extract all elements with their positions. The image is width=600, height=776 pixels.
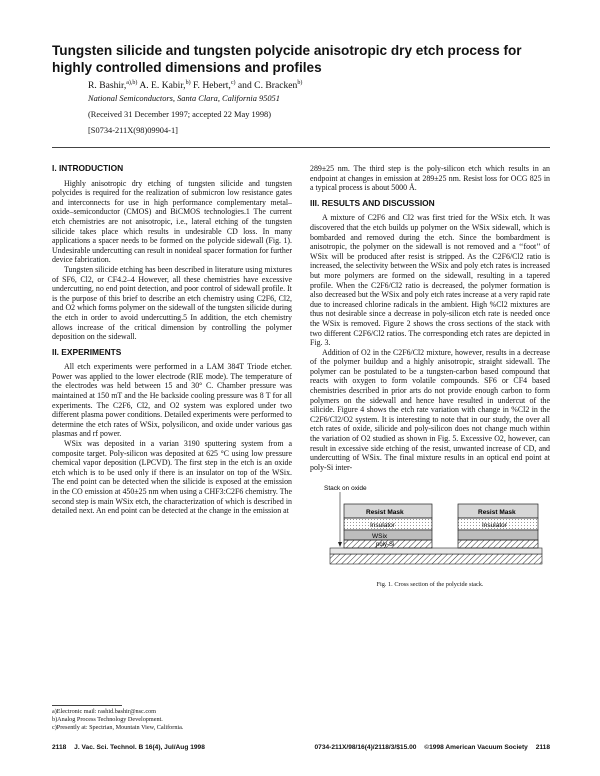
- author: A. E. Kabir,: [139, 80, 186, 92]
- figure-caption: Fig. 1. Cross section of the polycide stack.: [376, 581, 484, 589]
- paragraph: All etch experiments were performed in a LAM 384T Triode etcher. Power was applied to the lower electrode (RIE mode). The temperature of the electrodes was held between 15 and 30° C. Chamber pressure was maintained at 150 mT and the He backside cooling pressure was 8 T for all experiments. The C2F6, Cl2, and O2 system was explored under two different plasma power conditions. Detailed experiments were performed to determine the etch rates of WSix, polysilicon, and oxide under various gas plasmas and rf power.: [52, 362, 292, 439]
- label-poly-si: poly-Si: [376, 542, 395, 549]
- footnote: b)Analog Process Technology Development.: [52, 716, 163, 724]
- copyright: ©1998 American Vacuum Society: [424, 744, 528, 751]
- paper-title: Tungsten silicide and tungsten polycide anisotropic dry etch process for highly controlled dimensions and profiles: [52, 43, 522, 75]
- author-affiliation-mark: b): [297, 80, 303, 86]
- page-number-right: 2118: [535, 744, 550, 751]
- pointer-arrowhead: [338, 542, 342, 547]
- paragraph: Highly anisotropic dry etching of tungsten silicide and tungsten polycides is required for the realization of submicron low resistance gates and interconnects for use in high performance complementary metal–oxide–semiconductor (CMOS) and BiCMOS technologies.1 The current etch chemistries are not anisotropic, i.e., lateral etching of the tungsten silicide takes place which results in undesirable CD loss. In many applications a spacer needs to be formed on the polycide sidewall (Fig. 1). Undesirable undercutting can result in nonideal spacer formation for further device fabrication.: [52, 178, 292, 265]
- author-list: [88, 80, 302, 91]
- label-insulator-left: Insulator: [370, 522, 395, 530]
- article-code: 0734-211X/98/16(4)/2118/3/$15.00: [314, 744, 417, 751]
- page-number-left: 2118: [52, 744, 67, 751]
- wsix-layer-right: [458, 530, 538, 540]
- wsix-layer: [344, 530, 432, 540]
- label-resist-mask-right: Resist Mask: [478, 509, 516, 517]
- footnote: c)Presently at: Spectrian, Mountain View, California.: [52, 724, 184, 732]
- label-wsix: WSix: [372, 533, 388, 541]
- article-identifier: [S0734-211X(98)09904-1]: [88, 126, 178, 135]
- substrate-layer: [330, 554, 542, 564]
- paragraph: 289±25 nm. The third step is the poly-silicon etch which results in an endpoint at changes in emission at 289±25 nm. Resist loss for OCG 825 in a typical process is about 5000 Å.: [310, 164, 550, 193]
- page-footer: [52, 744, 550, 751]
- section-heading-results: III. RESULTS AND DISCUSSION: [310, 197, 435, 208]
- oxide-layer: [330, 548, 542, 554]
- right-column: [310, 164, 550, 589]
- footnote-rule: [52, 705, 122, 706]
- label-resist-mask-left: Resist Mask: [366, 509, 404, 517]
- section-heading-introduction: I. INTRODUCTION: [52, 163, 124, 173]
- journal-citation: J. Vac. Sci. Technol. B 16(4), Jul/Aug 1998: [74, 744, 205, 751]
- paragraph: Addition of O2 in the C2F6/Cl2 mixture, however, results in a decrease of the polymer buildup and a highly anisotropic, straight sidewall. The polymer can be postulated to be a tungsten-carbon based compound that reacts with oxygen to form volatile compounds. SF6 or CF4 based chemistries described in prior arts do not provide enough carbon to form polymers on the sidewall and hence have resulted in undercut of the silicide. Figure 4 shows the etch rate variation with change in %Cl2 in the C2F6/Cl2/O2 system. It is interesting to note that in our study, the over all etch rates of oxide, silicide and poly-silicon does not change much within the variation of O2 studied as shown in Fig. 5. Excessive O2, however, can result in excessive side etching of the resist, unwanted increase of CD, and undercutting of WSix. The final mixture results in an optical end point at poly-Si inter-: [310, 347, 550, 472]
- polycide-stack-diagram: [310, 482, 550, 578]
- section-heading-experiments: II. EXPERIMENTS: [52, 346, 122, 357]
- figure-1: [310, 482, 550, 589]
- affiliation: National Semiconductors, Santa Clara, California 95051: [88, 94, 280, 103]
- left-column: [52, 164, 292, 516]
- author: F. Hebert,: [192, 80, 231, 92]
- received-dates: (Received 31 December 1997; accepted 22 May 1998): [88, 110, 272, 119]
- author-affiliation-mark: b): [185, 80, 191, 86]
- paragraph: A mixture of C2F6 and Cl2 was first tried for the WSix etch. It was discovered that the etch builds up polymer on the WSix sidewall, which is bombarded and removed during the etch. Since the bombardment is anisotropic, the polymer on the sidewall is not removed and a ‘‘foot’’ of WSix will be produced after resist is stripped. As the C2F6/Cl2 ratio is increased, the selectivity between the WSix and poly etch rates is increased but more polymers are formed on the sidewall, resulting in a tapered profile. When the C2F6/Cl2 ratio is decreased, the polymer formation is also decreased but the WSix and poly etch rates increase at a very rapid rate due to increased chlorine radicals in the ambient. High %Cl2 mixtures are thus not desirable since a decrease in poly-silicon etch rate is needed once the WSix is removed. Figure 2 shows the cross sections of the stack with two different C2F6/Cl2 ratios. The corresponding etch rates are depicted in Fig. 3.: [310, 213, 550, 348]
- paragraph: WSix was deposited in a varian 3190 sputtering system from a composite target. Poly-silicon was deposited at 625 °C using low pressure chemical vapor deposition (LPCVD). The first step in the etch is an oxide etch which is to be used only if there is an insulator on top of the WSix. The end point can be detected when the silicide is exposed at the emission in the CO emission at 450±25 nm when using a CHF3:C2F6 chemistry. The second step is main WSix etch, the characterization of which is described in detailed next. An end point can be detected at the change in the emission at: [52, 439, 292, 516]
- footnotes: [52, 708, 292, 733]
- author: R. Bashir,: [88, 80, 127, 92]
- paragraph: Tungsten silicide etching has been described in literature using mixtures of SF6, Cl2, or CF4.2–4 However, all these chemistries have excessive undercutting, no end point detection, and poor control of sidewall profile. It is the purpose of this brief to describe an etch chemistry using C2F6, Cl2, and O2 which forms polymer on the sidewall of the tungsten silicide during the etch in order to avoid undercutting.5 In addition, the etch chemistry allows increase of the critical dimension by controlling the polymer deposition on the sidewall.: [52, 264, 292, 342]
- poly-si-layer-right: [458, 540, 538, 548]
- author-affiliation-mark: a),b): [126, 80, 138, 86]
- footnote: a)Electronic mail: rashid.bashir@nsc.com: [52, 708, 156, 715]
- header-rule: [52, 147, 550, 148]
- label-stack-on-oxide: Stack on oxide: [324, 485, 367, 493]
- label-insulator-right: Insulator: [482, 522, 507, 530]
- author-affiliation-mark: c): [230, 80, 236, 86]
- author: and C. Bracken: [237, 80, 298, 92]
